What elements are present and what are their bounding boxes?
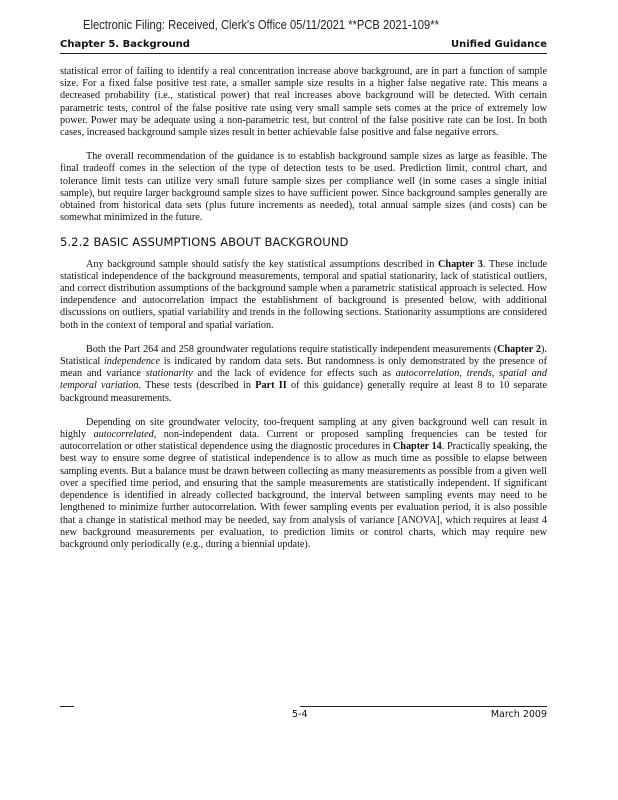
p4-italic-effects: autocorrelation, trends, spatial and temporal variation (60, 368, 547, 392)
paragraph-1: statistical error of failing to identify a real concentration increase above background, are in part a function of sample size. For a fixed false positive test rate, a smaller sample size results in a higher false negative rate. This means a decreased probability (i.e., statistical power) that real increases above background will be detected. With certain parametric tests, control of the false positive rate using very small sample sets comes at the price of extremely low power. Power may be adequate using a non-parametric test, but control of the false positive rate can be lost. In both cases, increased background sample sizes result in better achievable false positive and false negative errors. (60, 66, 547, 139)
page-number: 5-4 (292, 709, 308, 720)
filing-stamp: Electronic Filing: Received, Clerk's Office 05/11/2021 **PCB 2021-109** (83, 17, 439, 32)
paragraph-2: The overall recommendation of the guidance is to establish background sample sizes as large as feasible. The final tradeoff comes in the selection of the type of detection tests to be used. Prediction limit, control chart, and tolerance limit tests can utilize very small future sample sizes per compliance well (in some cases a single initial sample), but require larger background sample sizes to have sufficient power. Since background samples generally are obtained from historical data sets (plus future increments as needed), total annual sample sizes (and costs) can be somewhat minimized in the future. (60, 151, 547, 224)
footer-rule-left (60, 706, 74, 707)
p3-chapter-ref: Chapter 3 (438, 258, 483, 270)
paragraph-5 (60, 417, 547, 551)
section-heading: 5.2.2 BASIC ASSUMPTIONS ABOUT BACKGROUND (60, 235, 349, 250)
p5-italic-autocorrelated: autocorrelated (93, 429, 154, 441)
p4-part-ref: Part II (255, 380, 287, 392)
running-header (60, 39, 547, 54)
p4-text-e: is indicated by random data sets. But randomness is only demonstrated by the presence of mean and variance (60, 356, 547, 380)
chapter-title: Chapter 5. Background (60, 39, 190, 50)
p5-text-c: , non-independent data. Current or proposed sampling frequencies can be tested for autocorrelation or other statistical dependence using the diagnostic procedures in (60, 429, 548, 453)
p4-italic-independence: independence (103, 356, 160, 368)
p3-text-c: . These include statistical independence of the background measurements, temporal and spatial stationarity, lack of statistical outliers, and correct distribution assumptions of the background sample when a parametric statistical approach is selected. How independence and autocorrelation impact the establishment of background is presented below, with additional discussions on outliers, spatial variability and trends in the following sections. Stationarity assumptions are considered both in the context of temporal and spatial variation. (60, 258, 547, 331)
p5-chapter-ref: Chapter 14 (392, 441, 442, 453)
paragraph-3 (60, 259, 547, 332)
p5-text-a: Depending on site groundwater velocity, too-frequent sampling at any given background well can result in highly (60, 416, 547, 441)
paragraph-4 (60, 344, 547, 405)
p4-text-k: of this guidance) generally require at least 8 to 10 separate background measurements. (60, 380, 547, 404)
p4-chapter-ref: Chapter 2 (497, 343, 542, 355)
p4-text-a: Both the Part 264 and 258 groundwater regulations require statistically independent measurements ( (86, 343, 498, 355)
p5-text-e: . Practically speaking, the best way to ensure some degree of statistical independence is to allow as much time as possible to elapse between sampling events. But a balance must be drawn between collecting as many measurements as possible from a given well over a specified time period, and ensuring that the sample measurements are statistically independent. If significant dependence is identified in already collected background, the interval between sampling events may need to be lengthened to minimize further autocorrelation. With fewer sampling events per evaluation period, it is also possible that a change in statistical method may be needed, say from analysis of variance [ANOVA], which requires at least 4 new background measurements per evaluation, to prediction limits or control charts, which may require new background only periodically (e.g., during a biennial update). (60, 441, 547, 550)
page-body (60, 66, 547, 563)
p3-text-a: Any background sample should satisfy the key statistical assumptions described in (86, 258, 439, 270)
p4-italic-stationarity: stationarity (145, 368, 193, 380)
p4-text-c: ). Statistical (60, 343, 547, 368)
document-title: Unified Guidance (451, 39, 547, 50)
p4-text-i: . These tests (described in (138, 380, 256, 392)
footer-rule (300, 706, 547, 707)
footer-date: March 2009 (490, 709, 547, 720)
p4-text-g: and the lack of evidence for effects such as (192, 368, 396, 380)
